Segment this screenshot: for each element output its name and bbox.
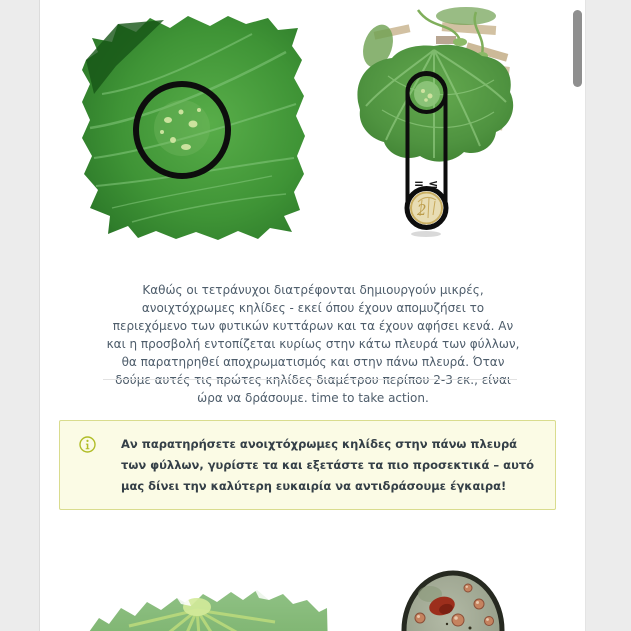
figure-leaf-underside bbox=[85, 574, 331, 631]
scrollbar-thumb[interactable] bbox=[573, 10, 582, 87]
info-callout bbox=[59, 420, 556, 510]
info-icon bbox=[79, 436, 96, 457]
capsule-shadow bbox=[411, 231, 441, 237]
mites-magnified-image bbox=[400, 566, 508, 631]
comparison-symbols: = ≤ bbox=[413, 177, 439, 191]
figure-leaf-circled-spots bbox=[72, 8, 310, 246]
section-divider bbox=[103, 379, 517, 380]
figure-mites-magnified bbox=[400, 566, 508, 631]
content-card bbox=[39, 0, 586, 631]
leaf-circled-spots-image bbox=[72, 8, 310, 246]
paragraph-text: Καθώς οι τετράνυχοι διατρέφονται δημιουργούν μικρές, ανοιχτόχρωμες κηλίδες - εκεί όπου έχουν απομυζήσει το περιεχόμενο των φυτικών κυττάρων και τα έχουν αφήσει κενά. Αν και η προσβολή εντοπίζεται κυρίως στην κάτω πλευρά των φύλλων, θα παρατηρηθεί αποχρωματισμός και στην πάνω πλευρά. Όταν δούμε αυτές τις πρώτες κηλίδες διαμέτρου περίπου 2-3 εκ., είναι ώρα να δράσουμε. time to take action. bbox=[106, 283, 520, 405]
leaf-underside-image bbox=[85, 574, 331, 631]
coin-numeral: 2 bbox=[417, 201, 427, 219]
callout-text: Αν παρατηρήσετε ανοιχτόχρωμες κηλίδες στην πάνω πλευρά των φύλλων, γυρίστε τα και εξετάστε τα πιο προσεκτικά – αυτό μας δίνει την καλύτερη ευκαιρία να αντιδράσουμε έγκαιρα! bbox=[121, 437, 535, 493]
spot-coin-comparison-image bbox=[348, 6, 520, 238]
figure-spot-coin-comparison bbox=[348, 6, 520, 238]
pale-spot bbox=[414, 81, 440, 107]
